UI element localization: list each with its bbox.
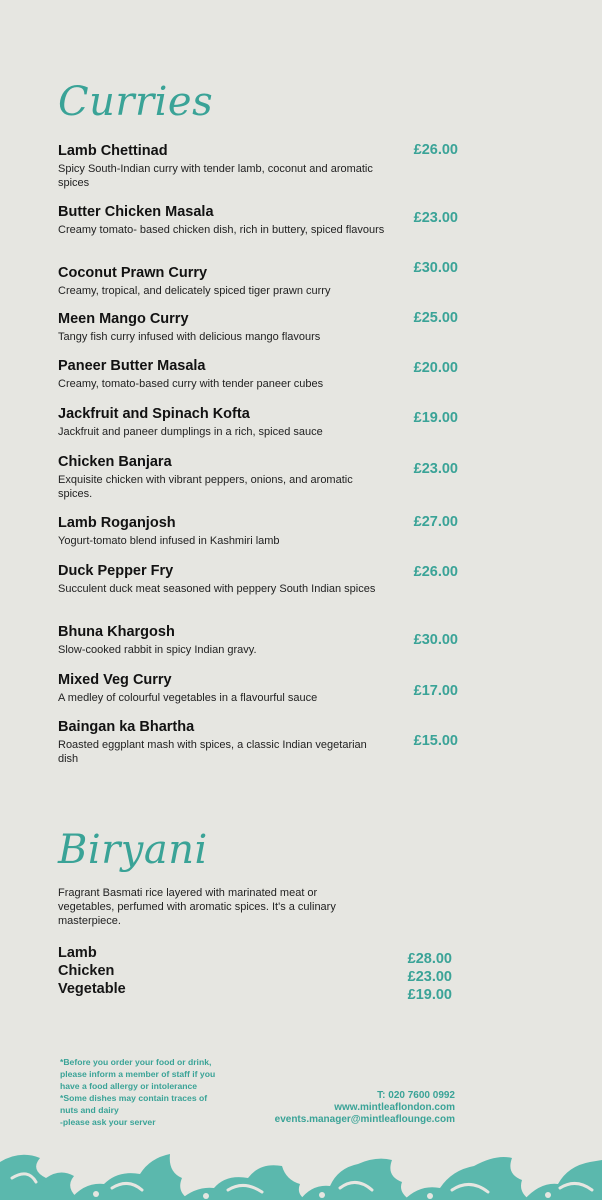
biryani-intro: Fragrant Basmati rice layered with marinated meat or vegetables, perfumed with aromatic spices. It's a culinary masterpiece.: [58, 887, 336, 927]
item-name: Lamb Chettinad: [58, 143, 168, 159]
biryani-option-price: £23.00: [407, 969, 452, 985]
notice-line: nuts and dairy: [60, 1105, 119, 1115]
item-description: Creamy, tomato-based curry with tender paneer cubes: [58, 378, 324, 390]
curries-title: Curries: [58, 79, 214, 125]
item-price: £30.00: [413, 632, 458, 648]
item-name: Meen Mango Curry: [58, 311, 189, 327]
contact-website[interactable]: www.mintleaflondon.com: [334, 1102, 455, 1113]
menu-item: [58, 260, 458, 298]
menu-item: [58, 405, 458, 439]
item-description: Tangy fish curry infused with delicious mango flavours: [58, 331, 321, 343]
biryani-title: Biryani: [58, 827, 208, 873]
notice-line: -please ask your server: [60, 1117, 156, 1127]
notice-line: *Before you order your food or drink,: [60, 1057, 212, 1067]
decorative-pattern-icon: [0, 1148, 602, 1200]
item-price: £25.00: [413, 310, 458, 326]
item-name: Jackfruit and Spinach Kofta: [58, 406, 250, 422]
menu-item: [58, 623, 458, 657]
menu-item: [58, 514, 458, 548]
item-price: £23.00: [413, 210, 458, 226]
item-name: Bhuna Khargosh: [58, 624, 175, 640]
menu-item: [58, 203, 458, 237]
item-price: £30.00: [413, 260, 458, 276]
biryani-option-name: Lamb: [58, 945, 97, 961]
item-description: Yogurt-tomato blend infused in Kashmiri lamb: [58, 535, 280, 547]
item-name: Paneer Butter Masala: [58, 358, 206, 374]
item-description: Spicy South-Indian curry with tender lamb, coconut and aromatic spices: [58, 163, 373, 189]
contact-info: [275, 1090, 455, 1126]
item-price: £19.00: [413, 410, 458, 426]
item-name: Duck Pepper Fry: [58, 563, 174, 579]
item-price: £26.00: [413, 142, 458, 158]
biryani-option-price: £28.00: [407, 951, 452, 967]
item-name: Coconut Prawn Curry: [58, 265, 208, 281]
menu-item: [58, 142, 458, 190]
biryani-options: [58, 944, 126, 998]
item-description: Succulent duck meat seasoned with peppery South Indian spices: [58, 583, 376, 595]
item-description: Roasted eggplant mash with spices, a classic Indian vegetarian dish: [58, 739, 367, 765]
biryani-option-price: £19.00: [407, 987, 452, 1003]
allergy-notice: [60, 1056, 240, 1128]
notice-line: please inform a member of staff if you: [60, 1069, 216, 1079]
menu-item: [58, 310, 458, 344]
item-name: Lamb Roganjosh: [58, 515, 176, 531]
menu-item: [58, 718, 458, 766]
item-name: Mixed Veg Curry: [58, 672, 172, 688]
biryani-option-name: Chicken: [58, 963, 115, 979]
contact-email[interactable]: events.manager@mintleaflounge.com: [274, 1114, 455, 1125]
menu-item: [58, 357, 458, 391]
contact-phone: T: 020 7600 0992: [377, 1090, 455, 1101]
item-description: Jackfruit and paneer dumplings in a rich, spiced sauce: [58, 426, 323, 438]
item-name: Baingan ka Bhartha: [58, 719, 195, 735]
biryani-prices: [408, 950, 452, 1004]
item-price: £17.00: [413, 683, 458, 699]
item-name: Chicken Banjara: [58, 454, 172, 470]
item-price: £23.00: [413, 461, 458, 477]
item-price: £26.00: [413, 564, 458, 580]
item-price: £15.00: [413, 733, 458, 749]
item-description: Slow-cooked rabbit in spicy Indian gravy.: [58, 644, 257, 656]
item-name: Butter Chicken Masala: [58, 204, 214, 220]
item-description: Creamy, tropical, and delicately spiced tiger prawn curry: [58, 285, 331, 297]
notice-line: *Some dishes may contain traces of: [60, 1093, 208, 1103]
notice-line: have a food allergy or intolerance: [60, 1081, 198, 1091]
item-price: £27.00: [413, 514, 458, 530]
menu-item: [58, 671, 458, 705]
item-description: A medley of colourful vegetables in a flavourful sauce: [58, 692, 318, 704]
menu-item: [58, 562, 458, 596]
biryani-option-name: Vegetable: [58, 981, 126, 997]
menu-item: [58, 453, 458, 501]
item-description: Creamy tomato- based chicken dish, rich in buttery, spiced flavours: [58, 224, 385, 236]
item-price: £20.00: [413, 360, 458, 376]
item-description: Exquisite chicken with vibrant peppers, onions, and aromatic spices.: [58, 474, 353, 500]
